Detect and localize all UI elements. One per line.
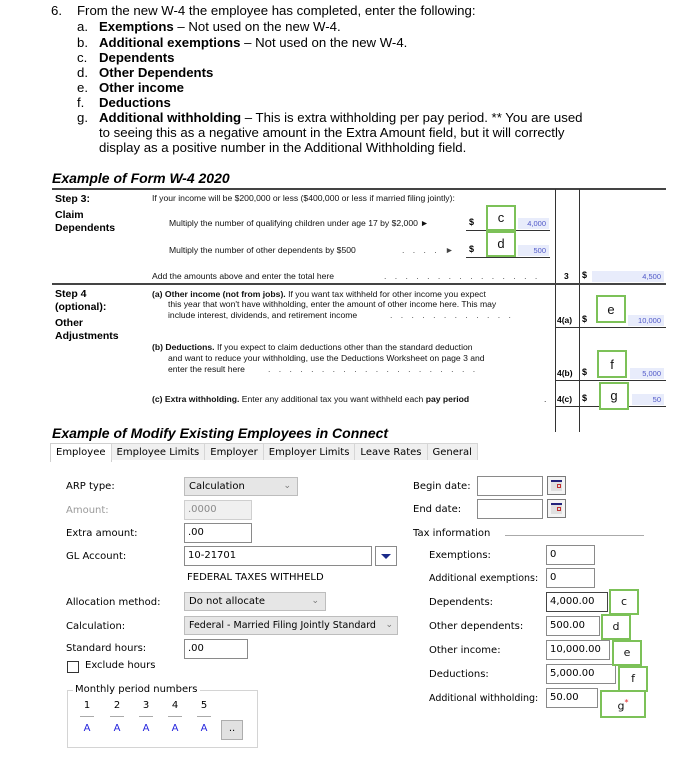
chevron-down-icon: ⌄ xyxy=(311,596,319,606)
tax-information-heading: Tax information xyxy=(413,528,491,539)
w4-deductions-field: 5,000 xyxy=(630,368,664,379)
instruction-item: b. Additional exemptions – Not used on the new W-4. xyxy=(77,35,408,50)
end-date-input[interactable] xyxy=(477,499,543,519)
divider xyxy=(197,716,211,717)
period-value-link[interactable]: A xyxy=(142,723,150,734)
additional-withholding-input[interactable]: 50.00 xyxy=(546,688,598,708)
gl-account-description: FEDERAL TAXES WITHHELD xyxy=(187,572,324,583)
line-number: 3 xyxy=(564,271,569,281)
tab-employee-limits[interactable]: Employee Limits xyxy=(111,443,206,460)
begin-date-input[interactable] xyxy=(477,476,543,496)
divider xyxy=(555,380,666,381)
other-dependents-input[interactable]: 500.00 xyxy=(546,616,600,636)
dot-leader: . xyxy=(544,394,547,404)
divider xyxy=(80,716,94,717)
instruction-item: e. Other income xyxy=(77,80,185,95)
dollar-sign: $ xyxy=(469,217,475,227)
instruction-item: g. Additional withholding – This is extra withholding per pay period. ** You are used xyxy=(77,110,583,125)
step3-other-text: Multiply the number of other dependents by $500 xyxy=(169,245,356,255)
dollar-sign: $ xyxy=(582,367,588,377)
caret-down-icon xyxy=(376,547,396,565)
dependents-label: Dependents: xyxy=(429,597,494,608)
divider xyxy=(505,535,644,536)
divider xyxy=(110,716,124,717)
dollar-sign: $ xyxy=(582,393,588,403)
step4-label: Other xyxy=(55,317,84,329)
dollar-sign: $ xyxy=(582,314,588,324)
line-number: 4(b) xyxy=(557,368,573,378)
w4-total-field: 4,500 xyxy=(592,271,664,282)
period-number: 4 xyxy=(171,700,179,711)
divider xyxy=(52,188,666,190)
callout-g: g xyxy=(599,382,629,410)
allocation-method-label: Allocation method: xyxy=(66,597,161,608)
amount-input: .0000 xyxy=(184,500,252,520)
monthly-period-legend: Monthly period numbers xyxy=(75,684,198,695)
period-number: 3 xyxy=(142,700,150,711)
callout-e: e xyxy=(612,640,642,666)
callout-f: f xyxy=(618,666,648,692)
chevron-down-icon: ⌄ xyxy=(385,620,393,630)
step4a-text: (a) Other income (not from jobs). If you want tax withheld for other income you expect xyxy=(152,289,486,299)
divider xyxy=(579,189,580,432)
w4-other-dependents-field: 500 xyxy=(518,245,549,256)
step4-label: Adjustments xyxy=(55,330,119,342)
calendar-icon[interactable] xyxy=(547,476,566,495)
dot-leader: . . . . ► xyxy=(402,245,457,255)
period-number: 5 xyxy=(200,700,208,711)
additional-exemptions-input[interactable]: 0 xyxy=(546,568,595,588)
step3-header: If your income will be $200,000 or less ($400,000 or less if married filing jointly): xyxy=(152,193,455,203)
chevron-down-icon: ⌄ xyxy=(283,481,291,491)
begin-date-label: Begin date: xyxy=(413,481,471,492)
w4-dependents-field: 4,000 xyxy=(518,218,549,229)
w4-extra-withholding-field: 50 xyxy=(632,394,664,405)
step4c-text: (c) Extra withholding. Enter any additional tax you want withheld each pay period xyxy=(152,394,470,404)
step3-label: Dependents xyxy=(55,222,116,234)
extra-amount-input[interactable]: .00 xyxy=(184,523,252,543)
instruction-item: f. Deductions xyxy=(77,95,171,110)
exclude-hours-label: Exclude hours xyxy=(85,660,156,671)
dot-leader: . . . . . . . . . . . . xyxy=(390,310,514,320)
tab-leave-rates[interactable]: Leave Rates xyxy=(354,443,427,460)
divider xyxy=(139,716,153,717)
deductions-input[interactable]: 5,000.00 xyxy=(546,664,616,684)
callout-c: c xyxy=(486,205,516,231)
divider xyxy=(555,189,556,432)
step4a-text: include interest, dividends, and retirement income xyxy=(168,310,358,320)
extra-amount-label: Extra amount: xyxy=(66,528,138,539)
tab-employer-limits[interactable]: Employer Limits xyxy=(263,443,356,460)
tab-bar xyxy=(50,443,477,462)
step4-label: (optional): xyxy=(55,301,107,313)
step3-label: Claim xyxy=(55,209,84,221)
step3-children-text: Multiply the number of qualifying children under age 17 by $2,000 ► xyxy=(169,218,429,228)
line-number: 4(c) xyxy=(557,394,573,404)
dollar-sign: $ xyxy=(582,270,588,280)
divider xyxy=(466,257,550,258)
instruction-item: c. Dependents xyxy=(77,50,175,65)
step-number: 6. xyxy=(51,3,62,18)
asterisk-mark: * xyxy=(624,698,629,707)
step4b-text: (b) Deductions. If you expect to claim deductions other than the standard deduction xyxy=(152,342,473,352)
standard-hours-label: Standard hours: xyxy=(66,643,147,654)
w4-example-title: Example of Form W-4 2020 xyxy=(52,170,230,186)
dot-leader: . . . . . . . . . . . . . . . xyxy=(384,271,541,281)
instruction-item: d. Other Dependents xyxy=(77,65,214,80)
dependents-input[interactable]: 4,000.00 xyxy=(546,592,608,612)
period-value-link[interactable]: A xyxy=(200,723,208,734)
step4b-text: enter the result here xyxy=(168,364,245,374)
period-number: 1 xyxy=(83,700,91,711)
divider xyxy=(555,327,666,328)
w4-other-income-field: 10,000 xyxy=(628,315,664,326)
dollar-sign: $ xyxy=(469,244,475,254)
gl-account-input[interactable]: 10-21701 xyxy=(184,546,372,566)
line-number: 4(a) xyxy=(557,315,573,325)
other-income-input[interactable]: 10,000.00 xyxy=(546,640,610,660)
step3-total-text: Add the amounts above and enter the total here xyxy=(152,271,335,281)
more-periods-button[interactable]: .. xyxy=(221,720,243,740)
gl-account-dropdown-button[interactable] xyxy=(375,546,397,566)
divider xyxy=(52,283,666,285)
step4a-text: this year that won't have withholding, enter the amount of other income here. This may xyxy=(168,299,497,309)
period-number: 2 xyxy=(113,700,121,711)
exemptions-label: Exemptions: xyxy=(429,550,491,561)
callout-g: g* xyxy=(600,690,646,718)
step3-label: Step 3: xyxy=(55,193,91,205)
additional-exemptions-label: Additional exemptions: xyxy=(429,573,539,584)
gl-account-label: GL Account: xyxy=(66,551,127,562)
connect-example-title: Example of Modify Existing Employees in Connect xyxy=(52,425,389,441)
exemptions-input[interactable]: 0 xyxy=(546,545,595,565)
divider xyxy=(168,716,182,717)
callout-e: e xyxy=(596,295,626,323)
period-value-link[interactable]: A xyxy=(113,723,121,734)
standard-hours-input[interactable]: .00 xyxy=(184,639,248,659)
exclude-hours-checkbox[interactable] xyxy=(67,661,79,673)
instruction-item: a. Exemptions – Not used on the new W-4. xyxy=(77,19,341,34)
calculation-select[interactable]: Federal - Married Filing Jointly Standard ⌄ xyxy=(184,616,398,635)
tab-employer[interactable]: Employer xyxy=(204,443,264,460)
dot-leader: . . . . . . . . . . . . . . . . . . . . xyxy=(268,364,479,374)
step4-label: Step 4 xyxy=(55,288,87,300)
arp-type-label: ARP type: xyxy=(66,481,115,492)
calculation-label: Calculation: xyxy=(66,621,126,632)
other-dependents-label: Other dependents: xyxy=(429,621,524,632)
instruction-continuation: display as a positive number in the Additional Withholding field. xyxy=(99,140,467,155)
callout-f: f xyxy=(597,350,627,378)
instruction-continuation: to seeing this as a negative amount in the Extra Amount field, but it will correctly xyxy=(99,125,565,140)
arp-type-select[interactable]: Calculation ⌄ xyxy=(184,477,298,496)
amount-label: Amount: xyxy=(66,505,109,516)
tab-employee[interactable]: Employee xyxy=(50,443,112,462)
additional-withholding-label: Additional withholding: xyxy=(429,693,539,704)
calendar-icon[interactable] xyxy=(547,499,566,518)
period-value-link[interactable]: A xyxy=(83,723,91,734)
callout-d: d xyxy=(486,231,516,257)
deductions-label: Deductions: xyxy=(429,669,489,680)
other-income-label: Other income: xyxy=(429,645,501,656)
callout-c: c xyxy=(609,589,639,615)
step4b-text: and want to reduce your withholding, use the Deductions Worksheet on page 3 and xyxy=(168,353,485,363)
period-value-link[interactable]: A xyxy=(171,723,179,734)
end-date-label: End date: xyxy=(413,504,462,515)
callout-d: d xyxy=(601,614,631,640)
tab-general[interactable]: General xyxy=(427,443,478,460)
allocation-method-select[interactable]: Do not allocate ⌄ xyxy=(184,592,326,611)
instructions-intro: From the new W-4 the employee has completed, enter the following: xyxy=(77,3,476,18)
